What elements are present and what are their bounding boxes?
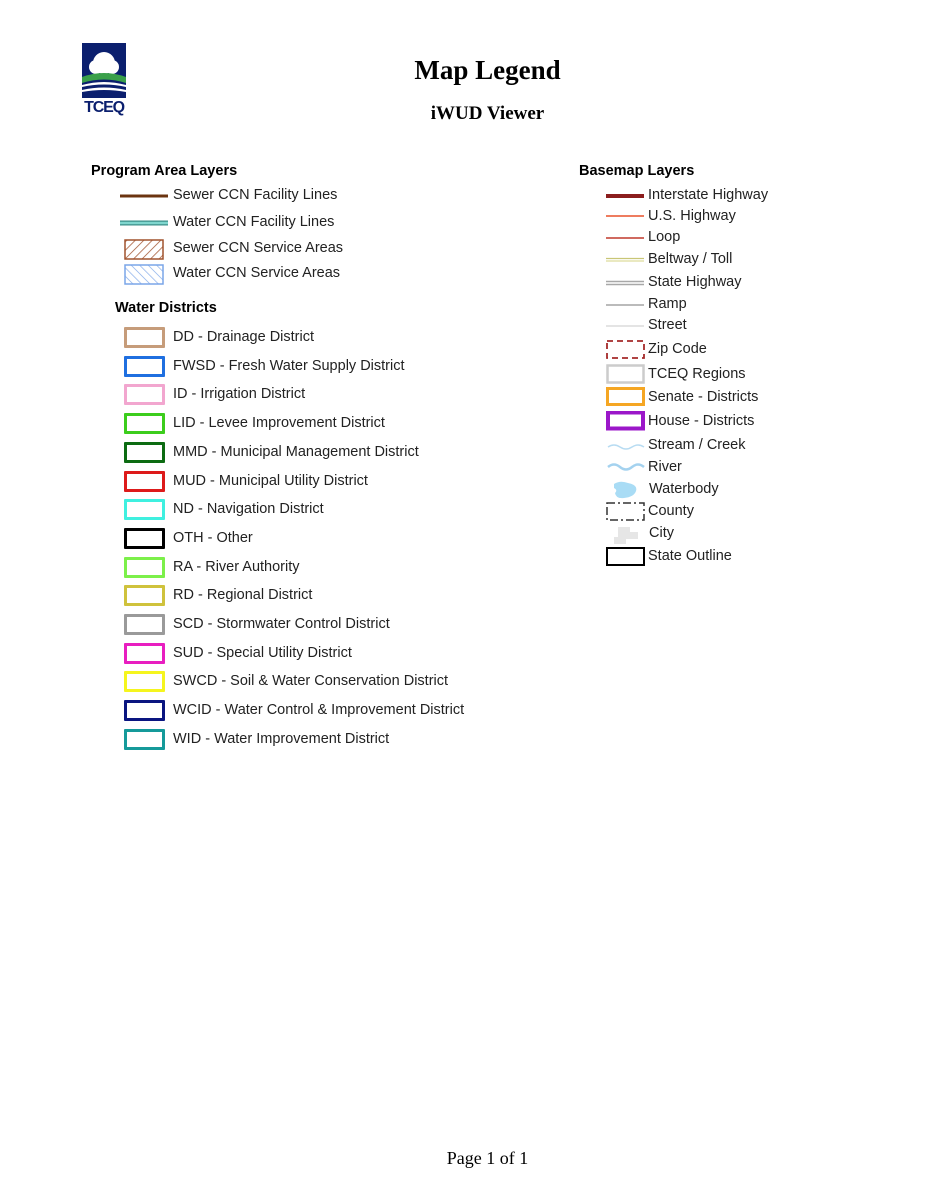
us-highway-line-icon [606,206,654,228]
legend-label: State Highway [648,274,742,290]
interstate-line-icon [606,185,654,207]
legend-label: DD - Drainage District [173,329,314,345]
legend-label: RD - Regional District [173,587,313,604]
legend-label: Interstate Highway [648,187,769,203]
zip-code-box-icon [606,339,654,361]
senate-box-icon [606,387,654,409]
legend-label: RA - River Authority [173,558,300,575]
legend-label: Beltway / Toll [648,251,733,267]
legend-label: OTH - Other [173,529,253,546]
legend-label: County [648,503,694,519]
city-icon [606,523,654,545]
beltway-line-icon [606,249,654,271]
district-color-swatch-icon [124,671,165,692]
district-color-swatch-icon [124,356,165,377]
district-color-swatch-icon [124,700,165,721]
legend-label: MMD - Municipal Management District [173,443,419,460]
district-color-swatch-icon [124,729,165,750]
ramp-line-icon [606,294,654,316]
basemap-heading: Basemap Layers [579,163,695,179]
legend-label: City [649,525,674,541]
legend-label: Water CCN Service Areas [173,265,341,281]
legend-label: TCEQ Regions [648,366,746,382]
legend-label: Loop [648,229,681,245]
district-color-swatch-icon [124,442,165,463]
legend-label: U.S. Highway [648,208,736,224]
legend-label: SWCD - Soil & Water Conservation District [173,673,449,690]
sewer-line-icon [120,185,168,207]
district-color-swatch-icon [124,384,165,405]
legend-label: WID - Water Improvement District [173,730,390,747]
legend-label: SCD - Stormwater Control District [173,616,390,632]
district-color-swatch-icon [124,557,165,578]
legend-label: ND - Navigation District [173,501,324,518]
legend-label: Street [648,317,687,333]
district-color-swatch-icon [124,585,165,606]
logo-text: TCEQ [84,99,124,116]
legend-label: River [648,459,682,475]
district-color-swatch-icon [124,327,165,348]
water-line-icon [120,212,168,234]
district-color-swatch-icon [124,528,165,549]
waterbody-icon [606,479,654,501]
legend-label: SUD - Special Utility District [173,644,352,661]
page-title: Map Legend [414,55,561,85]
legend-label: Sewer CCN Service Areas [173,240,344,256]
sewer-area-hatch-icon [120,238,168,260]
legend-label: State Outline [648,548,732,564]
tceq-regions-box-icon [606,364,654,386]
legend-label: ID - Irrigation District [173,386,306,403]
legend-label: Stream / Creek [648,437,746,453]
legend-label: Ramp [648,296,687,312]
water-area-hatch-icon [120,263,168,285]
loop-line-icon [606,227,654,249]
legend-label: Sewer CCN Facility Lines [173,187,338,203]
legend-label: House - Districts [648,413,755,429]
legend-label: FWSD - Fresh Water Supply District [173,357,405,374]
county-box-icon [606,501,654,523]
legend-label: MUD - Municipal Utility District [173,472,368,489]
district-color-swatch-icon [124,471,165,492]
district-color-swatch-icon [124,643,165,664]
street-line-icon [606,315,654,337]
house-box-icon [606,411,654,433]
legend-label: LID - Levee Improvement District [173,415,385,432]
program-area-heading: Program Area Layers [91,163,238,179]
legend-label: Waterbody [649,481,719,497]
legend-label: WCID - Water Control & Improvement District [173,702,465,719]
district-color-swatch-icon [124,614,165,635]
page-subtitle: iWUD Viewer [430,103,545,124]
river-wave-icon [606,457,654,479]
page-number: Page 1 of 1 [446,1148,529,1168]
district-color-swatch-icon [124,413,165,434]
legend-label: Zip Code [648,341,707,357]
legend-label: Water CCN Facility Lines [173,214,335,230]
state-outline-box-icon [606,546,654,568]
state-highway-line-icon [606,272,654,294]
stream-wave-icon [606,435,654,457]
district-color-swatch-icon [124,499,165,520]
legend-label: Senate - Districts [648,389,759,405]
water-districts-heading: Water Districts [115,300,217,316]
